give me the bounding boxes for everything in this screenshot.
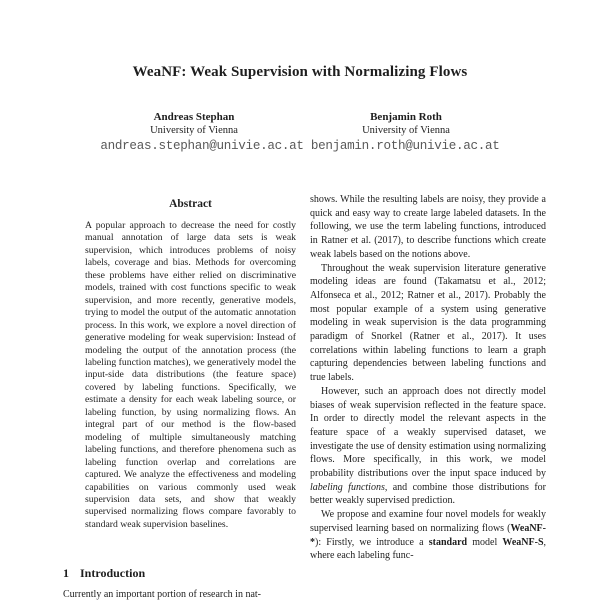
paragraph-text: , and combine those distributions for better weakly supervised prediction. [310, 481, 546, 507]
paragraph-text: However, such an approach does not directly model biases of weak supervision reflected in the feature space. In order to directly model the relevant aspects in the feature space of a weakly supervised dataset, we investigate the use of density estimation using normalizing flows. More specifically, in this work, we model probability distributions over the input space induced by [310, 385, 546, 480]
author-name: Benjamin Roth [370, 111, 442, 123]
paragraph-text: , where each labeling func- [310, 536, 546, 562]
author-block-1 [88, 110, 300, 138]
author-affiliation: University of Vienna [362, 125, 450, 136]
term-standard: standard [428, 536, 468, 548]
authors-row [0, 110, 600, 138]
right-column [310, 193, 546, 563]
author-name: Andreas Stephan [153, 111, 235, 123]
model-name-weanf-star: WeaNF-* [310, 522, 546, 548]
abstract-heading: Abstract [169, 198, 212, 210]
emphasis-labeling-functions: labeling functions [310, 481, 385, 493]
author-emails: andreas.stephan@univie.ac.at benjamin.roth@univie.ac.at [100, 139, 500, 153]
intro-first-line: Currently an important portion of research in nat- [63, 589, 261, 600]
paragraph-text: We propose and examine four novel models for weakly supervised learning based on normalizing flows ( [310, 509, 546, 534]
left-column [63, 198, 300, 531]
author-affiliation: University of Vienna [150, 125, 238, 136]
section-number: 1 [63, 566, 69, 580]
paragraph: Throughout the weak supervision literature generative modeling ideas are found (Takamatsu et al., 2012; Alfonseca et al., 2012; Ratner et al., 2017). Probably the most popular example of a system using generative modeling in weak supervision is the data programming paradigm of Snorkel (Ratner et al., 2017). It uses correlations within labeling functions to learn a graph capturing dependencies between labeling functions and true labels. [310, 262, 546, 384]
paragraph-text: ): Firstly, we introduce a [315, 536, 429, 548]
paragraph [310, 508, 546, 563]
paper-title: WeaNF: Weak Supervision with Normalizing Flows [132, 64, 468, 80]
paragraph: shows. While the resulting labels are noisy, they provide a quick and easy way to create large labeled datasets. In the following, we use the term labeling functions, introduced in Ratner et al. (2017), to describe functions which create weak labels based on the notions above. [310, 194, 546, 260]
paragraph-text: model [467, 536, 503, 548]
author-block-2 [300, 110, 512, 138]
model-name-weanf-s: WeaNF-S [502, 536, 544, 548]
section-heading-introduction [63, 566, 145, 581]
abstract-text: A popular approach to decrease the need for costly manual annotation of large data sets is weak supervision, which introduces problems of noisy labels, coverage and bias. Methods for overcoming these problems have either relied on discriminative models, trained with cost functions specific to weak supervision, and more recently, generative models, trying to model the output of the automatic annotation process. In this work, we explore a novel direction of generative modeling for weak supervision: Instead of modeling the output of the annotation process (the labeling function matches), we generatively model the input-side data distributions (the feature space) covered by labeling functions. Specifically, we estimate a density for each weak labeling source, or labeling function, by using normalizing flows. An integral part of our method is the flow-based modeling of multiple simultaneously matching labeling functions, and therefore phenomena such as labeling function overlap and correlations are captured. We analyze the effectiveness and modeling capabilities on various commonly used weak supervision data sets, and show that weakly supervised normalizing flows compare favorably to standard weak supervision baselines. [85, 220, 296, 530]
paragraph [310, 385, 546, 508]
section-title: Introduction [80, 566, 146, 580]
